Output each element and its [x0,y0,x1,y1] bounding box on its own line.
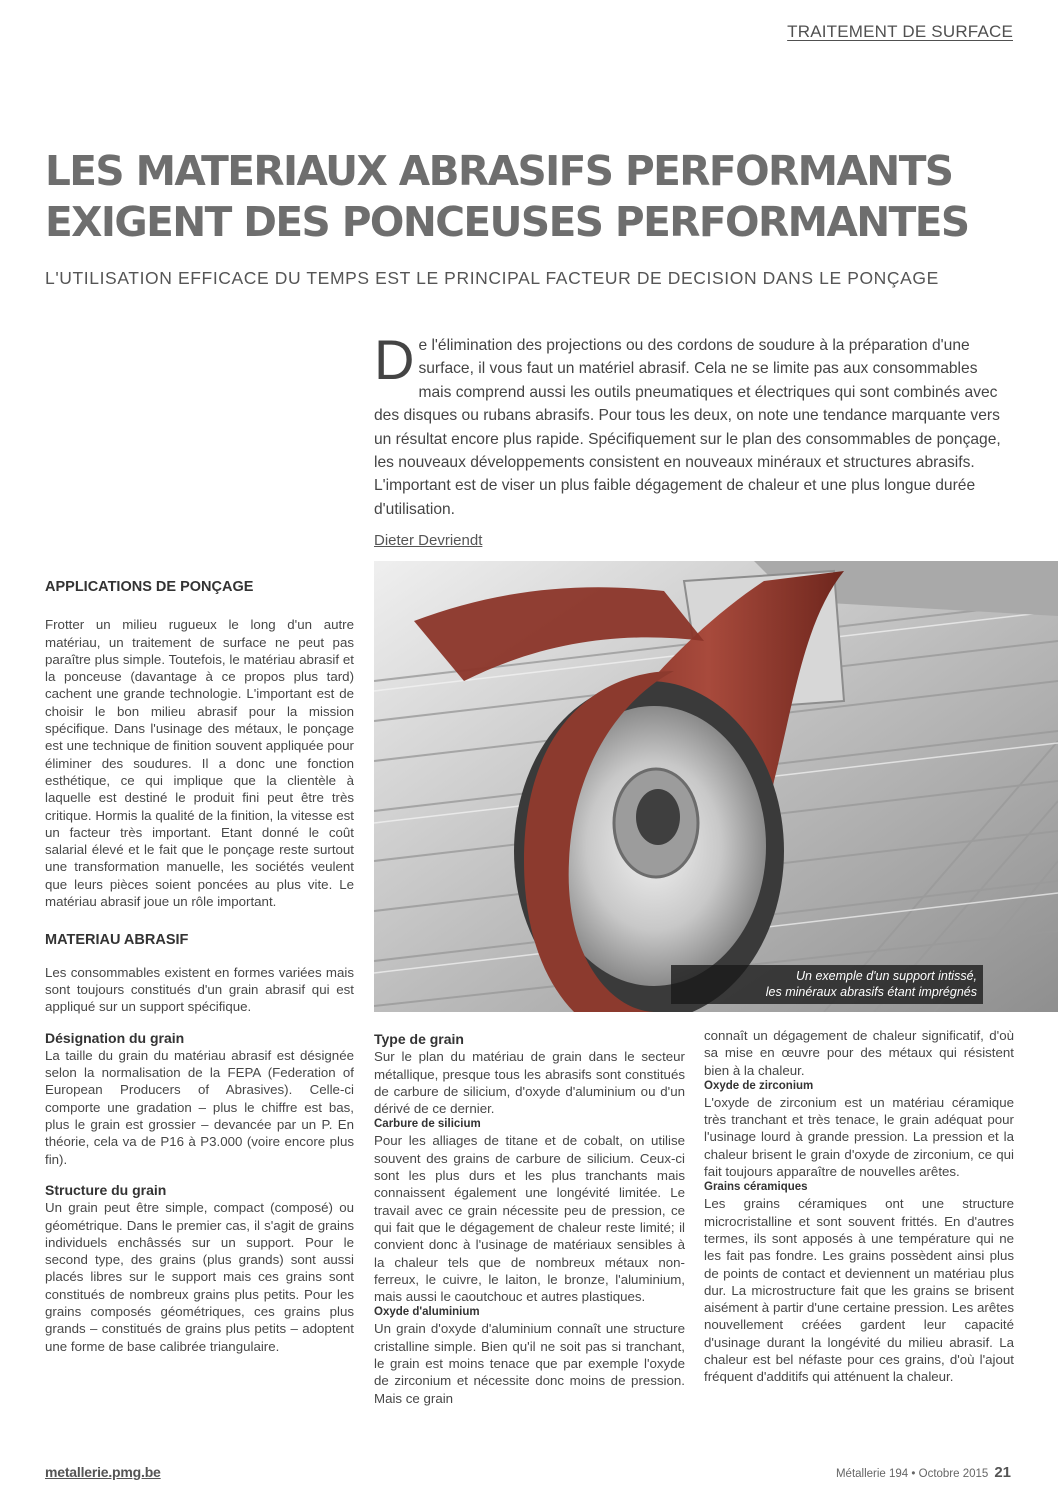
column-1 [45,579,354,1355]
caption-line-1: Un exemple d'un support intissé, [796,969,977,983]
heading-oxyde-aluminium: Oxyde d'aluminium [374,1306,480,1319]
intro-text: e l'élimination des projections ou des cordons de soudure à la préparation d'une surface, il vous faut un matériel abrasif. Cela ne se limite pas aux consommables mais comprend aussi les outils pneumatiques et électriques qui sont combinés avec des disques ou rubans abrasifs. Pour tous les deux, on note une tendance marquante vers un résultat encore plus rapide. Spécifiquement sur le plan des consommables de ponçage, les nouveaux développements consistent en nouveaux minéraux et structures abrasifs. L'important est de viser un plus faible dégagement de chaleur et une plus longue durée d'utilisation. [374,337,1001,518]
paragraph-structure: Un grain peut être simple, compact (composé) ou géométrique. Dans le premier cas, il s'agit de grains individuels enchâssés sur un support. Pour le second type, des grains (plus grands) sont aussi placés libres sur le support mais ces grains sont constitués de nombreux grains plus petits. Pour les grains composés géométriques, ces grains plus grands – constitués de grains plus petits – adoptent une forme de base calibrée triangulaire. [45,1200,354,1354]
abrasive-wheel-illustration [374,561,1058,1012]
author-byline[interactable]: Dieter Devriendt [374,532,483,549]
heading-materiau: MATERIAU ABRASIF [45,932,189,949]
column-2 [374,1031,685,1407]
section-tag: TRAITEMENT DE SURFACE [787,22,1013,41]
footer-issue [836,1464,1011,1481]
title-line-2: EXIGENT DES PONCEUSES PERFORMANTES [45,198,969,246]
page-number: 21 [994,1464,1011,1481]
paragraph-type-grain: Sur le plan du matériau de grain dans le secteur métallique, presque tous les abrasifs sont constitués de carbure de silicium, d'oxyde d'aluminium ou d'un dérivé de ce dernier. [374,1049,685,1117]
heading-ceramiques: Grains céramiques [704,1181,808,1194]
paragraph-carbure: Pour les alliages de titane et de cobalt, on utilise souvent des grains de carbure de silicium. Ceux-ci sont les plus durs et les plus tranchants mais connaissent également une longévité limitée. Le travail avec ce grain nécessite peu de pression, ce qui fait que le dégagement de chaleur reste limité; il convient donc à l'usinage de matériaux sensibles à la chaleur tels que de nombreux métaux non-ferreux, le cuivre, le laiton, le bronze, l'aluminium, mais aussi le caoutchouc et autres plastiques. [374,1133,685,1305]
title-line-1: LES MATERIAUX ABRASIFS PERFORMANTS [45,147,953,195]
paragraph-continued: connaît un dégagement de chaleur significatif, d'où sa mise en œuvre pour des métaux qui résistent bien à la chaleur. [704,1028,1014,1078]
photo-caption [671,965,983,1004]
heading-designation: Désignation du grain [45,1029,185,1046]
paragraph-oxyde-aluminium: Un grain d'oxyde d'aluminium connaît une structure cristalline simple. Bien qu'il ne soit pas si tranchant, le grain est moins tenace que par exemple l'oxyde de zirconium et nécessite donc moins de pression. Mais ce grain [374,1321,685,1406]
column-3 [704,1027,1014,1386]
paragraph-materiau: Les consommables existent en formes variées mais sont toujours constitués d'un grain abrasif qui est appliqué sur un support spécifique. [45,964,354,1015]
issue-info: Métallerie 194 • Octobre 2015 [835,1468,989,1480]
paragraph-applications: Frotter un milieu rugueux le long d'un autre matériau, un traitement de surface ne peut pas paraître plus simple. Toutefois, le matériau abrasif et la ponceuse (davantage à ce propos plus tard) cachent une grande technologie. L'important est de choisir le bon milieu abrasif pour la mission spécifique. Dans l'usinage des métaux, le ponçage est une technique de finition souvent appliquée pour éliminer des soudures. Il a donc une fonction esthétique, ce qui implique que la clientèle à laquelle est destiné le produit fini peut être très critique. Hormis la qualité de la finition, la vitesse est un facteur très important. Etant donné le coût salarial élevé et le fait que le ponçage reste surtout une transformation manuelle, les sociétés veulent que leurs pièces soient poncées au plus vite. Le matériau abrasif joue un rôle important. [45,617,354,910]
heading-structure: Structure du grain [45,1181,167,1198]
heading-type-grain: Type de grain [374,1031,464,1047]
dropcap: D [374,328,415,391]
paragraph-zirconium: L'oxyde de zirconium est un matériau céramique très tranchant et très tenace, le grain adéquat pour l'usinage lourd à grande pression. La pression et la chaleur brisent le grain d'oxyde de zirconium, ce qui fait toujours apparaître de nouvelles arêtes. [704,1094,1014,1180]
paragraph-ceramiques: Les grains céramiques ont une structure microcristalline et sont souvent frittés. En d'autres termes, ils sont apposés à une température qui ne les fait pas fondre. Les grains possèdent ainsi plus de points de contact et deviennent un matériau plus dur. La microstructure fait que les grains se brisent aisément à partir d'une certaine pression. Les arêtes nouvellement créées gardent leur capacité d'usinage durant la longévité du milieu abrasif. La chaleur est bel néfaste pour ces grains, d'où l'ajout fréquent d'additifs qui atténuent la chaleur. [704,1196,1014,1385]
intro-paragraph [374,328,1014,521]
caption-line-2: les minéraux abrasifs étant imprégnés [765,985,977,999]
website-link[interactable]: metallerie.pmg.be [45,1464,161,1480]
heading-carbure: Carbure de silicium [374,1118,481,1131]
article-subtitle: L'UTILISATION EFFICACE DU TEMPS EST LE PRINCIPAL FACTEUR DE DECISION DANS LE PONÇAGE [45,268,939,288]
article-title [45,146,1015,248]
heading-zirconium: Oxyde de zirconium [704,1079,814,1092]
article-photo [374,561,1058,1012]
heading-applications: APPLICATIONS DE PONÇAGE [45,579,254,595]
paragraph-designation: La taille du grain du matériau abrasif est désignée selon la normalisation de la FEPA (Federation of European Producers of Abrasives). Celle-ci comporte une gradation – plus le chiffre est bas, plus le grain est grossier – devancée par un P. En théorie, cela va de P16 à P3.000 (voire encore plus fin). [45,1047,354,1167]
